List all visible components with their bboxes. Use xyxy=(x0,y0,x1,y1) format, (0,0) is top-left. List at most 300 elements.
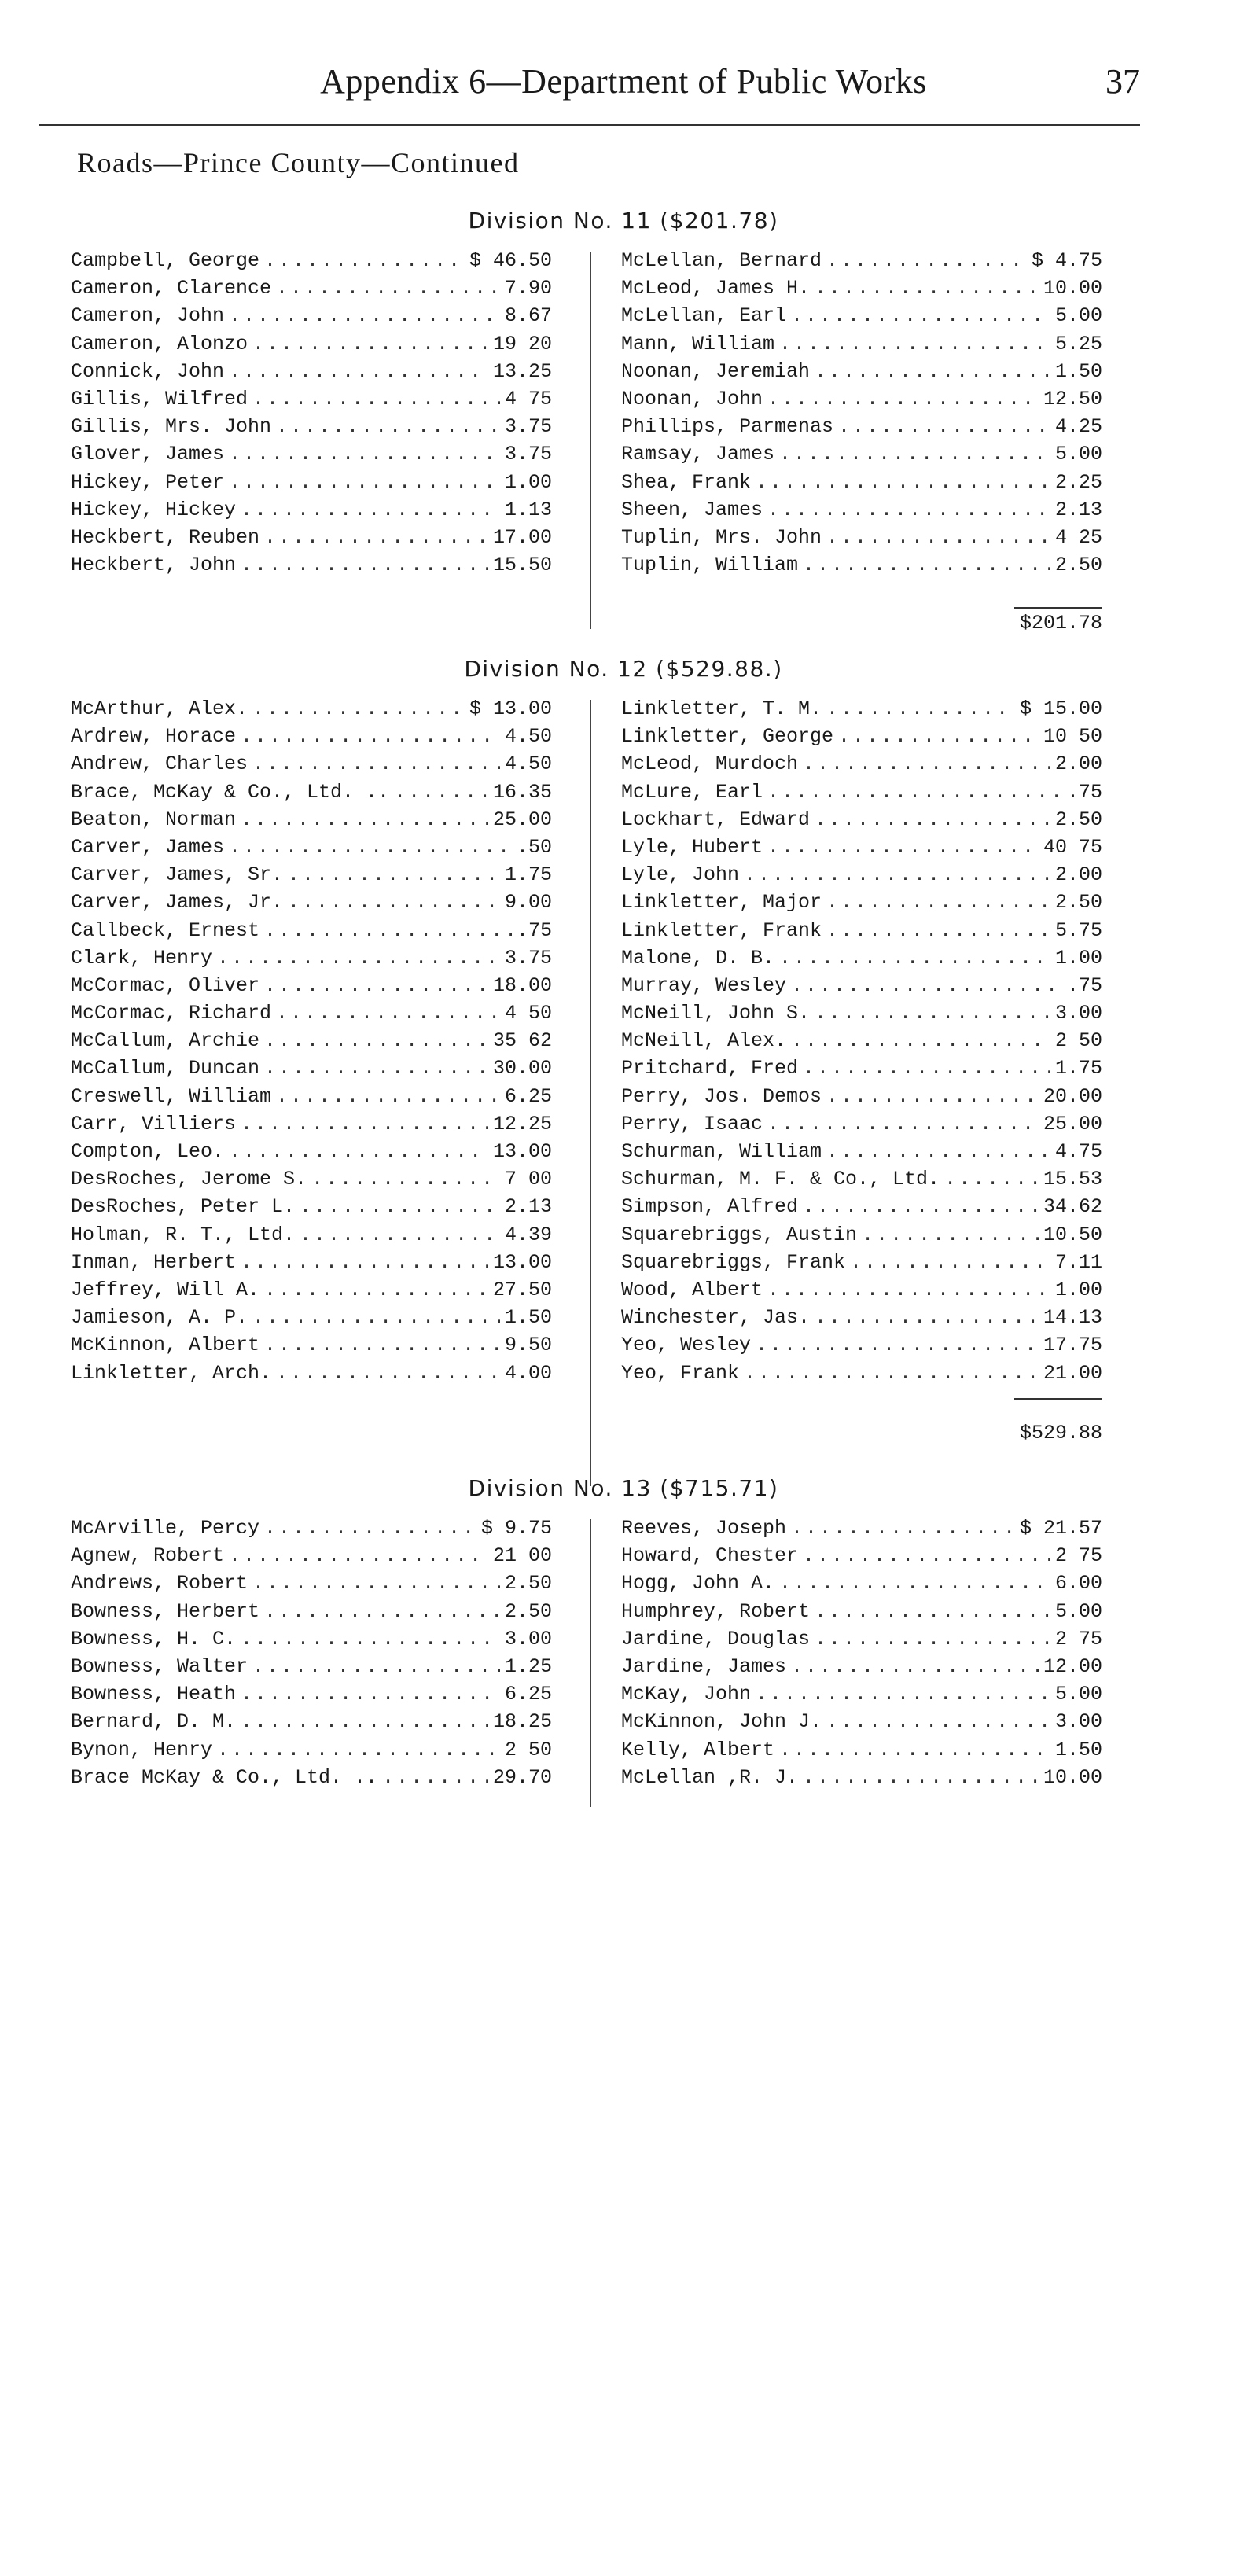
ledger-row xyxy=(71,440,552,468)
payee-name: Kelly, Albert xyxy=(621,1738,775,1761)
dot-leader xyxy=(779,944,1050,972)
payment-amount: 3.75 xyxy=(504,946,552,970)
ledger-row xyxy=(71,496,552,524)
dot-leader xyxy=(276,413,500,440)
payment-amount: 2.50 xyxy=(1054,808,1102,831)
ledger-row xyxy=(621,1083,1102,1110)
payee-name: McNeill, John S. xyxy=(621,1002,811,1025)
ledger-row xyxy=(621,999,1102,1027)
ledger-row xyxy=(71,1542,552,1570)
payee-name: Bernard, D. M. xyxy=(71,1710,237,1734)
ledger-row xyxy=(71,469,552,496)
payment-amount: 3.75 xyxy=(504,415,552,439)
payee-name: Hickey, Hickey xyxy=(71,498,237,521)
payment-amount: 1.25 xyxy=(504,1654,552,1678)
dot-leader xyxy=(815,1598,1050,1625)
payee-name: Murray, Wesley xyxy=(621,973,787,997)
payment-amount: 2.00 xyxy=(1054,753,1102,776)
ledger-row xyxy=(621,247,1102,274)
ledger-row xyxy=(621,1331,1102,1359)
payment-amount: 18.00 xyxy=(492,973,552,997)
payee-name: Agnew, Robert xyxy=(71,1544,225,1568)
payment-amount: 9.50 xyxy=(504,1334,552,1357)
payee-name: Jeffrey, Will A. xyxy=(71,1278,260,1301)
dot-leader xyxy=(767,834,1039,861)
payee-name: Phillips, Parmenas xyxy=(621,415,834,439)
left-column xyxy=(71,1514,552,1791)
dot-leader xyxy=(815,1304,1039,1331)
dot-leader xyxy=(791,1514,1015,1542)
payment-amount: 2.25 xyxy=(1054,470,1102,494)
payment-amount: 34.62 xyxy=(1043,1195,1102,1219)
payment-amount: 4 50 xyxy=(504,1002,552,1025)
dot-leader xyxy=(803,1054,1050,1082)
payment-amount: 4.75 xyxy=(1054,1140,1102,1163)
payment-amount: .75 xyxy=(516,918,552,942)
ledger-row xyxy=(621,551,1102,579)
payee-name: McArville, Percy xyxy=(71,1517,260,1540)
ledger-row xyxy=(71,524,552,551)
payment-amount: 2.50 xyxy=(504,1599,552,1623)
payment-amount: 4.25 xyxy=(1054,415,1102,439)
ledger-row xyxy=(621,1625,1102,1653)
payment-amount: 17.75 xyxy=(1043,1334,1102,1357)
payee-name: Andrew, Charles xyxy=(71,753,248,776)
payment-amount: 13.00 xyxy=(492,1250,552,1274)
ledger-row xyxy=(71,1360,552,1387)
payee-name: Linkletter, T. M. xyxy=(621,697,822,720)
ledger-row xyxy=(71,1249,552,1276)
ledger-row xyxy=(71,1331,552,1359)
dot-leader xyxy=(815,806,1050,834)
payee-name: McCormac, Oliver xyxy=(71,973,260,997)
dot-leader xyxy=(241,1625,500,1653)
dot-leader xyxy=(241,1708,488,1735)
ledger-row xyxy=(71,1680,552,1708)
ledger-row xyxy=(71,1764,552,1791)
dot-leader xyxy=(862,1221,1039,1249)
ledger-row xyxy=(621,972,1102,999)
ledger-row xyxy=(621,330,1102,358)
payee-name: Gillis, Mrs. John xyxy=(71,415,272,439)
ledger-row xyxy=(621,1708,1102,1735)
payment-amount: 27.50 xyxy=(492,1278,552,1301)
dot-leader xyxy=(779,330,1050,358)
right-column xyxy=(621,1514,1102,1791)
ledger-row xyxy=(621,1249,1102,1276)
payment-amount: 13.25 xyxy=(492,359,552,383)
ledger-row xyxy=(71,1027,552,1054)
ledger-row xyxy=(621,1653,1102,1680)
dot-leader xyxy=(264,1054,488,1082)
payee-name: Winchester, Jas. xyxy=(621,1306,811,1330)
payment-amount: 10 50 xyxy=(1043,725,1102,749)
payee-name: Perry, Jos. Demos xyxy=(621,1084,822,1108)
ledger-row xyxy=(621,524,1102,551)
ledger-row xyxy=(71,861,552,889)
payment-amount: $ 9.75 xyxy=(480,1517,552,1540)
dot-leader xyxy=(264,1027,488,1054)
payee-name: Humphrey, Robert xyxy=(621,1599,811,1623)
payee-name: Creswell, William xyxy=(71,1084,272,1108)
payment-amount: 5.00 xyxy=(1054,443,1102,466)
ledger-row xyxy=(621,1764,1102,1791)
payee-name: Linkletter, George xyxy=(621,725,834,749)
ledger-row xyxy=(621,723,1102,750)
payee-name: Lyle, Hubert xyxy=(621,835,763,859)
payment-amount: $ 4.75 xyxy=(1031,249,1102,272)
ledger-row xyxy=(621,1514,1102,1542)
dot-leader xyxy=(791,1027,1050,1054)
payee-name: McLeod, Murdoch xyxy=(621,753,799,776)
payment-amount: .75 xyxy=(1066,780,1102,804)
division-title: Division No. 11 ($201.78) xyxy=(468,208,779,234)
payee-name: McLellan, Earl xyxy=(621,304,787,328)
ledger-row xyxy=(71,1304,552,1331)
payee-name: Carver, James xyxy=(71,835,225,859)
payee-name: Hickey, Peter xyxy=(71,470,225,494)
ledger-row xyxy=(621,302,1102,329)
payee-name: McCormac, Richard xyxy=(71,1002,272,1025)
payee-name: Gillis, Wilfred xyxy=(71,387,248,410)
dot-leader xyxy=(252,1304,500,1331)
dot-leader xyxy=(264,917,512,944)
dot-leader xyxy=(264,247,465,274)
payment-amount: 7.90 xyxy=(504,277,552,300)
dot-leader xyxy=(779,1570,1050,1597)
payment-amount: 5.00 xyxy=(1054,304,1102,328)
ledger-row xyxy=(71,972,552,999)
payee-name: McArthur, Alex. xyxy=(71,697,248,720)
payee-name: Bynon, Henry xyxy=(71,1738,213,1761)
ledger-row xyxy=(71,1054,552,1082)
ledger-row xyxy=(621,778,1102,806)
payee-name: Lyle, John xyxy=(621,863,740,887)
header-rule xyxy=(39,124,1140,126)
ledger-row xyxy=(621,806,1102,834)
dot-leader xyxy=(217,1736,500,1764)
ledger-row xyxy=(71,274,552,302)
payee-name: Tuplin, William xyxy=(621,554,799,577)
payee-name: Callbeck, Ernest xyxy=(71,918,260,942)
payment-amount: 7 00 xyxy=(504,1168,552,1191)
dot-leader xyxy=(264,1331,500,1359)
payment-amount: 4.39 xyxy=(504,1223,552,1246)
ledger-row xyxy=(71,551,552,579)
dot-leader xyxy=(241,496,500,524)
payment-amount: 3.00 xyxy=(504,1627,552,1650)
payee-name: Howard, Chester xyxy=(621,1544,799,1568)
payment-amount: 2.50 xyxy=(504,1572,552,1595)
payment-amount: 2 75 xyxy=(1054,1627,1102,1650)
dot-leader xyxy=(241,1249,488,1276)
payee-name: Beaton, Norman xyxy=(71,808,237,831)
dot-leader xyxy=(241,1680,500,1708)
dot-leader xyxy=(241,1110,488,1138)
dot-leader xyxy=(252,750,500,778)
ledger-row xyxy=(71,1110,552,1138)
payment-amount: $ 21.57 xyxy=(1019,1517,1102,1540)
dot-leader xyxy=(276,1083,500,1110)
ledger-row xyxy=(71,806,552,834)
payment-amount: 1.75 xyxy=(504,863,552,887)
dot-leader xyxy=(264,524,488,551)
page-header xyxy=(0,61,1247,109)
payment-amount: 2.50 xyxy=(1054,891,1102,914)
payment-amount: 1.75 xyxy=(1054,1057,1102,1080)
payment-amount: 12.00 xyxy=(1043,1654,1102,1678)
payment-amount: 15.53 xyxy=(1043,1168,1102,1191)
dot-leader xyxy=(276,274,500,302)
payment-amount: 3.00 xyxy=(1054,1710,1102,1734)
dot-leader xyxy=(382,1764,488,1791)
dot-leader xyxy=(815,999,1050,1027)
ledger-row xyxy=(71,1653,552,1680)
payment-amount: 1.50 xyxy=(504,1306,552,1330)
dot-leader xyxy=(311,1165,500,1193)
dot-leader xyxy=(779,440,1050,468)
payee-name: Carver, James, Jr. xyxy=(71,891,284,914)
payment-amount: 2.50 xyxy=(1054,554,1102,577)
payee-name: Jardine, Douglas xyxy=(621,1627,811,1650)
dot-leader xyxy=(826,1083,1039,1110)
ledger-row xyxy=(621,1138,1102,1165)
dot-leader xyxy=(767,1276,1050,1304)
payment-amount: $ 13.00 xyxy=(469,697,552,720)
dot-leader xyxy=(803,1542,1050,1570)
payment-amount: 3.00 xyxy=(1054,1002,1102,1025)
payment-amount: 4 25 xyxy=(1054,525,1102,549)
column-divider xyxy=(590,252,591,629)
dot-leader xyxy=(241,551,488,579)
dot-leader xyxy=(252,695,465,723)
payment-amount: $ 15.00 xyxy=(1019,697,1102,720)
payment-amount: 5.00 xyxy=(1054,1683,1102,1706)
payment-amount: 1.00 xyxy=(504,470,552,494)
payment-amount: 1.00 xyxy=(1054,1278,1102,1301)
payment-amount: 20.00 xyxy=(1043,1084,1102,1108)
payee-name: Clark, Henry xyxy=(71,946,213,970)
total-rule xyxy=(1014,1398,1102,1400)
total-rule xyxy=(1014,607,1102,609)
dot-leader xyxy=(241,723,500,750)
dot-leader xyxy=(744,861,1050,889)
ledger-row xyxy=(621,469,1102,496)
payee-name: Reeves, Joseph xyxy=(621,1517,787,1540)
dot-leader xyxy=(779,1736,1050,1764)
payee-name: Jamieson, A. P. xyxy=(71,1306,248,1330)
dot-leader xyxy=(276,1360,500,1387)
payee-name: Simpson, Alfred xyxy=(621,1195,799,1219)
ledger-row xyxy=(621,358,1102,385)
payee-name: McNeill, Alex. xyxy=(621,1029,787,1053)
dot-leader xyxy=(394,778,488,806)
ledger-row xyxy=(621,834,1102,861)
dot-leader xyxy=(744,1360,1039,1387)
payment-amount: 1.50 xyxy=(1054,1738,1102,1761)
ledger-row xyxy=(71,358,552,385)
dot-leader xyxy=(229,358,488,385)
dot-leader xyxy=(815,1625,1050,1653)
column-divider xyxy=(590,700,591,1486)
payment-amount: $ 46.50 xyxy=(469,249,552,272)
ledger-row xyxy=(621,1680,1102,1708)
payment-amount: 5.00 xyxy=(1054,1599,1102,1623)
ledger-row xyxy=(621,1304,1102,1331)
payee-name: Cameron, John xyxy=(71,304,225,328)
ledger-row xyxy=(71,330,552,358)
ledger-row xyxy=(621,1598,1102,1625)
payment-amount: 10.50 xyxy=(1043,1223,1102,1246)
ledger-row xyxy=(621,1110,1102,1138)
payment-amount: 12.25 xyxy=(492,1112,552,1135)
payee-name: Schurman, M. F. & Co., Ltd. xyxy=(621,1168,940,1191)
dot-leader xyxy=(756,1680,1050,1708)
ledger-row xyxy=(621,695,1102,723)
payee-name: Brace McKay & Co., Ltd. .. xyxy=(71,1765,378,1789)
payment-amount: 4.00 xyxy=(504,1361,552,1385)
dot-leader xyxy=(826,1138,1050,1165)
payee-name: Bowness, Herbert xyxy=(71,1599,260,1623)
ledger-row xyxy=(71,834,552,861)
dot-leader xyxy=(252,1653,500,1680)
payment-amount: 2 75 xyxy=(1054,1544,1102,1568)
dot-leader xyxy=(217,944,500,972)
ledger-row xyxy=(621,1360,1102,1387)
payment-amount: 16.35 xyxy=(492,780,552,804)
payee-name: Jardine, James xyxy=(621,1654,787,1678)
payee-name: Cameron, Alonzo xyxy=(71,332,248,355)
payee-name: Heckbert, John xyxy=(71,554,237,577)
dot-leader xyxy=(791,1653,1039,1680)
ledger-row xyxy=(71,1221,552,1249)
payee-name: DesRoches, Peter L. xyxy=(71,1195,296,1219)
payee-name: Linkletter, Frank xyxy=(621,918,822,942)
dot-leader xyxy=(276,999,500,1027)
dot-leader xyxy=(264,1276,488,1304)
ledger-row xyxy=(71,302,552,329)
payee-name: Tuplin, Mrs. John xyxy=(621,525,822,549)
ledger-row xyxy=(71,778,552,806)
payment-amount: 7.11 xyxy=(1054,1250,1102,1274)
payment-amount: 29.70 xyxy=(492,1765,552,1789)
payment-amount: 2 50 xyxy=(1054,1029,1102,1053)
dot-leader xyxy=(826,889,1050,916)
right-column xyxy=(621,695,1102,1387)
payee-name: Hogg, John A. xyxy=(621,1572,775,1595)
payee-name: McLellan ,R. J. xyxy=(621,1765,799,1789)
payee-name: McKay, John xyxy=(621,1683,752,1706)
dot-leader xyxy=(826,917,1050,944)
payee-name: Linkletter, Arch. xyxy=(71,1361,272,1385)
payment-amount: 2 50 xyxy=(504,1738,552,1761)
dot-leader xyxy=(229,469,500,496)
left-column xyxy=(71,247,552,579)
payee-name: McLure, Earl xyxy=(621,780,763,804)
section-subtitle: Roads—Prince County—Continued xyxy=(77,147,520,178)
dot-leader xyxy=(252,330,488,358)
dot-leader xyxy=(264,1598,500,1625)
dot-leader xyxy=(838,723,1039,750)
ledger-row xyxy=(71,723,552,750)
payment-amount: 18.25 xyxy=(492,1710,552,1734)
payee-name: Inman, Herbert xyxy=(71,1250,237,1274)
payee-name: McKinnon, John J. xyxy=(621,1710,822,1734)
dot-leader xyxy=(288,889,500,916)
dot-leader xyxy=(815,274,1039,302)
payment-amount: 10.00 xyxy=(1043,277,1102,300)
payee-name: Ramsay, James xyxy=(621,443,775,466)
payee-name: Connick, John xyxy=(71,359,225,383)
ledger-row xyxy=(621,1027,1102,1054)
ledger-row xyxy=(71,1570,552,1597)
payee-name: Shea, Frank xyxy=(621,470,752,494)
payee-name: Brace, McKay & Co., Ltd. .. xyxy=(71,780,390,804)
payee-name: Mann, William xyxy=(621,332,775,355)
dot-leader xyxy=(791,302,1050,329)
column-divider xyxy=(590,1519,591,1807)
dot-leader xyxy=(300,1221,500,1249)
ledger-row xyxy=(71,917,552,944)
payee-name: Glover, James xyxy=(71,443,225,466)
payee-name: Bowness, H. C. xyxy=(71,1627,237,1650)
ledger-row xyxy=(621,1221,1102,1249)
dot-leader xyxy=(767,1110,1039,1138)
payee-name: McCallum, Archie xyxy=(71,1029,260,1053)
payee-name: Pritchard, Fred xyxy=(621,1057,799,1080)
ledger-row xyxy=(621,440,1102,468)
payment-amount: 14.13 xyxy=(1043,1306,1102,1330)
ledger-row xyxy=(71,413,552,440)
payee-name: Malone, D. B. xyxy=(621,946,775,970)
payment-amount: 4 75 xyxy=(504,387,552,410)
payee-name: Yeo, Wesley xyxy=(621,1334,752,1357)
ledger-row xyxy=(71,1736,552,1764)
ledger-row xyxy=(621,1542,1102,1570)
payee-name: Linkletter, Major xyxy=(621,891,822,914)
division-total: $201.78 xyxy=(1019,612,1102,635)
dot-leader xyxy=(767,778,1062,806)
payee-name: Squarebriggs, Frank xyxy=(621,1250,846,1274)
ledger-row xyxy=(71,385,552,413)
dot-leader xyxy=(264,972,488,999)
payment-amount: 2.00 xyxy=(1054,863,1102,887)
payment-amount: 6.00 xyxy=(1054,1572,1102,1595)
ledger-row xyxy=(621,889,1102,916)
dot-leader xyxy=(803,1764,1039,1791)
ledger-row xyxy=(71,1138,552,1165)
payment-amount: 9.00 xyxy=(504,891,552,914)
right-column xyxy=(621,247,1102,579)
payee-name: Carver, James, Sr. xyxy=(71,863,284,887)
payee-name: Yeo, Frank xyxy=(621,1361,740,1385)
payment-amount: 6.25 xyxy=(504,1683,552,1706)
payee-name: Noonan, Jeremiah xyxy=(621,359,811,383)
ledger-row xyxy=(71,1165,552,1193)
dot-leader xyxy=(252,385,500,413)
dot-leader xyxy=(252,1570,500,1597)
ledger-row xyxy=(71,750,552,778)
dot-leader xyxy=(229,1138,488,1165)
ledger-row xyxy=(71,1598,552,1625)
dot-leader xyxy=(803,1193,1039,1220)
dot-leader xyxy=(288,861,500,889)
payment-amount: 2.13 xyxy=(1054,498,1102,521)
payment-amount: 10.00 xyxy=(1043,1765,1102,1789)
ledger-row xyxy=(71,1083,552,1110)
dot-leader xyxy=(826,1708,1050,1735)
payee-name: Perry, Isaac xyxy=(621,1112,763,1135)
